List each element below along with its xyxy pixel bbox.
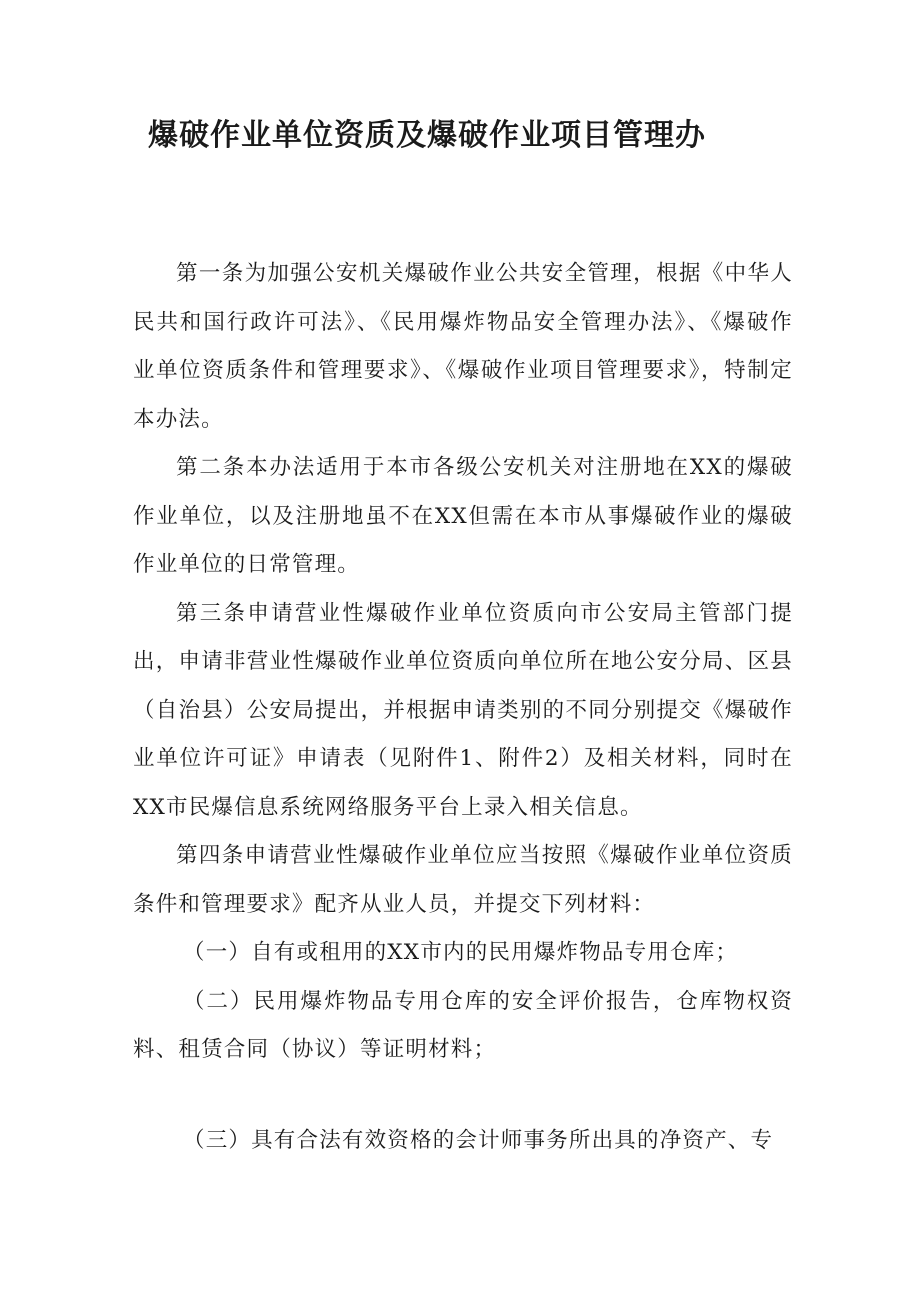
article-1: 第一条为加强公安机关爆破作业公共安全管理，根据《中华人民共和国行政许可法》、《民用爆炸物品安全管理办法》、《爆破作业单位资质条件和管理要求》、《爆破作业项目管理要求》，特制定本办法。 <box>133 261 793 432</box>
article-2: 第二条本办法适用于本市各级公安机关对注册地在XX的爆破作业单位，以及注册地虽不在XX但需在本市从事爆破作业的爆破作业单位的日常管理。 <box>133 455 793 577</box>
document-body <box>133 250 793 1165</box>
list-item-2: （二）民用爆炸物品专用仓库的安全评价报告，仓库物权资料、租赁合同（协议）等证明材料； <box>133 988 793 1062</box>
article-3: 第三条申请营业性爆破作业单位资质向市公安局主管部门提出，申请非营业性爆破作业单位资质向单位所在地公安分局、区县（自治县）公安局提出，并根据申请类别的不同分别提交《爆破作业单位许可证》申请表（见附件1、附件2）及相关材料，同时在XX市民爆信息系统网络服务平台上录入相关信息。 <box>133 600 793 820</box>
article-4: 第四条申请营业性爆破作业单位应当按照《爆破作业单位资质条件和管理要求》配齐从业人员，并提交下列材料： <box>133 843 793 917</box>
document-title: 爆破作业单位资质及爆破作业项目管理办 <box>148 118 706 153</box>
list-item-1: （一）自有或租用的XX市内的民用爆炸物品专用仓库； <box>183 940 739 965</box>
paragraph-gap <box>133 1075 793 1117</box>
list-item-3: （三）具有合法有效资格的会计师事务所出具的净资产、专 <box>183 1127 774 1153</box>
